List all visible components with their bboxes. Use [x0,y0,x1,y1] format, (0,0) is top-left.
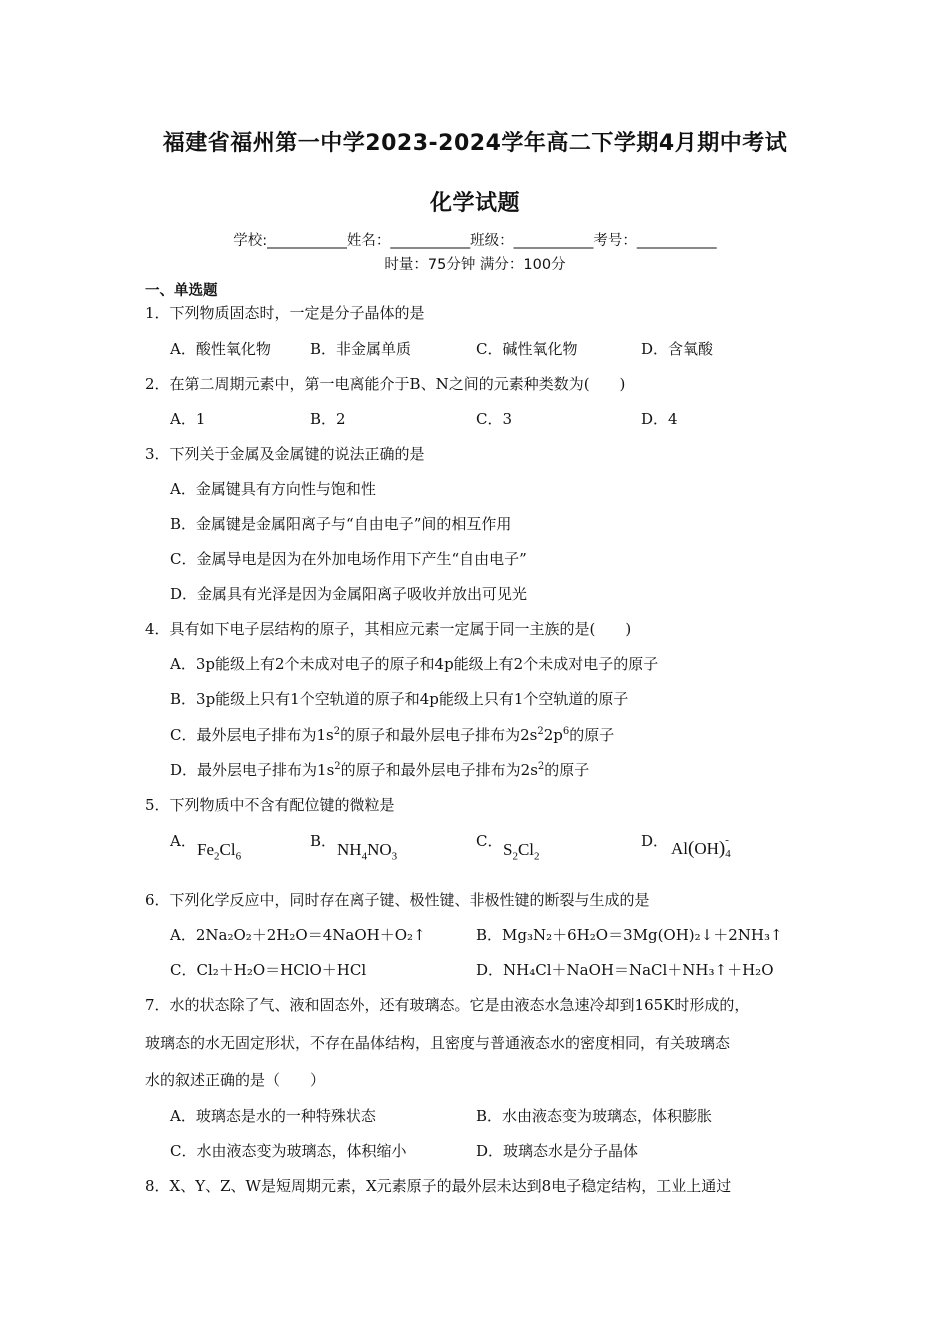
q4d-text-2: 的原子和最外层电子排布为2s [340,761,538,779]
question-5-stem: 5．下列物质中不含有配位键的微粒是 [145,796,395,814]
q1-option-a: A．酸性氧化物 [170,340,271,358]
q4c-text-3: 的原子 [569,726,615,744]
left-paren: ( [688,838,695,859]
superscript: 2 [334,761,341,772]
q2-option-d: D．4 [641,410,678,428]
exam-subject: 化学试题 [429,191,520,216]
question-6-stem: 6．下列化学反应中，同时存在离子键、极性键、非极性键的断裂与生成的是 [145,891,650,909]
element: Al [671,839,688,858]
question-8-line-1: 8．X、Y、Z、W是短周期元素，X元素原子的最外层未达到8电子稳定结构，工业上通过 [145,1177,732,1195]
question-4-stem: 4．具有如下电子层结构的原子，其相应元素一定属于同一主族的是( ) [145,620,632,638]
q5-label-d: D． [641,832,669,850]
element: Fe [197,840,214,859]
q5-label-b: B． [310,832,337,850]
q2-option-b: B．2 [310,410,346,428]
q4d-text-3: 的原子 [544,761,590,779]
q3-option-b: B．金属键是金属阳离子与“自由电子”间的相互作用 [170,515,512,533]
superscript: 2 [333,726,341,737]
q4c-text-1: C．最外层电子排布为1s [170,726,334,744]
question-1-stem: 1．下列物质固态时，一定是分子晶体的是 [145,304,425,322]
question-7-line-3: 水的叙述正确的是（ ） [145,1071,326,1089]
superscript: 2 [537,761,545,772]
time-score-info: 时量：75分钟 满分：100分 [384,257,566,273]
question-7-line-1: 7．水的状态除了气、液和固态外，还有玻璃态。它是由液态水急速冷却到165K时形成的， [145,996,750,1014]
question-3-stem: 3．下列关于金属及金属键的说法正确的是 [145,445,425,463]
q5-formula-nh4no3 [337,840,398,863]
q6-option-c: C．Cl₂＋H₂O＝HClO＋HCl [170,961,367,979]
group: OH [694,839,719,858]
q4-option-a: A．3p能级上有2个未成对电子的原子和4p能级上有2个未成对电子的原子 [170,655,659,673]
question-2-stem: 2．在第二周期元素中，第一电离能介于B、N之间的元素种类数为( ) [145,375,626,393]
q5-formula-fe2cl6 [197,840,242,863]
q5-formula-aloh4 [671,834,733,860]
question-7-line-2: 玻璃态的水无固定形状，不存在晶体结构，且密度与普通液态水的密度相同，有关玻璃态 [145,1034,731,1052]
element: S [503,840,513,859]
superscript: 6 [562,726,570,737]
superscript: 2 [537,726,544,737]
q2-option-c: C．3 [476,410,513,428]
element: Cl [517,840,535,859]
q7-option-d: D．玻璃态水是分子晶体 [476,1142,639,1160]
subscript: 4 [725,848,731,860]
subscript: 4 [361,850,368,863]
q6-option-d: D．NH₄Cl＋NaOH＝NaCl＋NH₃↑＋H₂O [476,961,774,979]
subscript: 2 [214,850,220,863]
charge-superscript: - [725,834,729,846]
subscript: 3 [391,850,398,863]
element: NO [367,840,392,859]
section-heading: 一、单选题 [145,283,218,299]
q1-option-b: B．非金属单质 [310,340,412,358]
q7-option-a: A．玻璃态是水的一种特殊状态 [170,1107,376,1125]
student-info-fields: 学校:___________姓名：___________班级：___________考号：___________ [233,233,717,249]
q4c-orbital: 2p [543,726,563,744]
q4c-text-2: 的原子和最外层电子排布为2s [340,726,538,744]
q7-option-c: C．水由液态变为玻璃态，体积缩小 [170,1142,407,1160]
q4-option-b: B．3p能级上只有1个空轨道的原子和4p能级上只有1个空轨道的原子 [170,690,629,708]
q5-label-a: A． [170,832,196,850]
subscript: 2 [534,850,540,863]
q3-option-d: D．金属具有光泽是因为金属阳离子吸收并放出可见光 [170,585,528,603]
q4-option-c [170,724,614,745]
right-paren: ) [718,838,726,859]
subscript: 6 [235,850,242,863]
q1-option-c: C．碱性氧化物 [476,340,578,358]
element: Cl [219,840,236,859]
q3-option-c: C．金属导电是因为在外加电场作用下产生“自由电子” [170,550,527,568]
q1-option-d: D．含氧酸 [641,340,714,358]
element: NH [337,840,362,859]
q4-option-d [170,759,589,780]
q4d-text-1: D．最外层电子排布为1s [170,761,335,779]
q3-option-a: A．金属键具有方向性与饱和性 [170,480,376,498]
q5-formula-s2cl2 [503,840,540,863]
q7-option-b: B．水由液态变为玻璃态，体积膨胀 [476,1107,713,1125]
q5-label-c: C． [476,832,503,850]
q6-option-a: A．2Na₂O₂＋2H₂O＝4NaOH＋O₂↑ [170,926,426,944]
subscript: 2 [512,850,518,863]
q2-option-a: A．1 [170,410,206,428]
q6-option-b: B．Mg₃N₂＋6H₂O＝3Mg(OH)₂↓＋2NH₃↑ [476,926,783,944]
exam-title: 福建省福州第一中学2023-2024学年高二下学期4月期中考试 [162,131,788,156]
